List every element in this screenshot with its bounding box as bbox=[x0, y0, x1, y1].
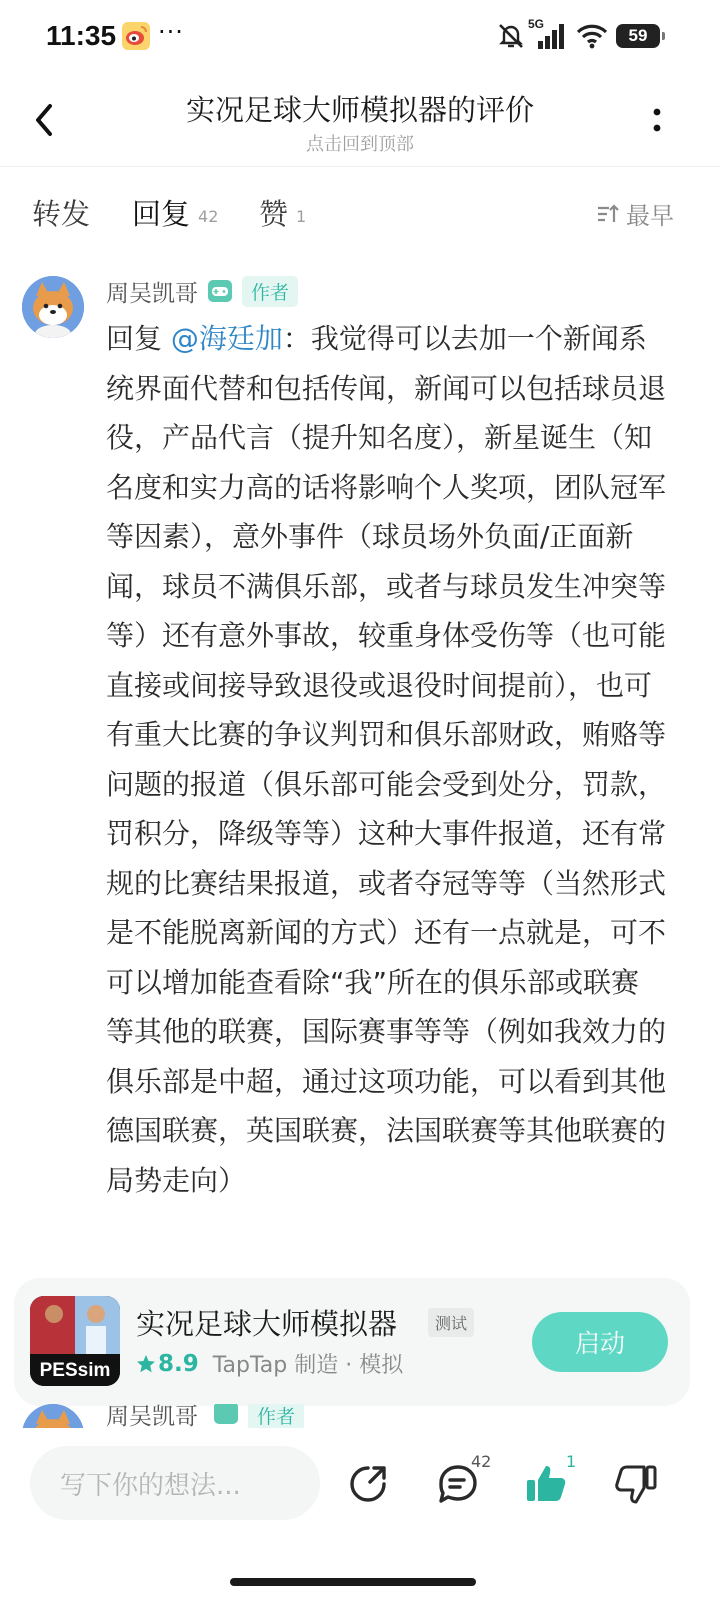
app-card[interactable] bbox=[14, 1278, 690, 1406]
pes-sim-logo-icon bbox=[30, 1296, 120, 1386]
like-count: 1 bbox=[566, 1452, 577, 1471]
shiba-avatar-icon bbox=[22, 1404, 84, 1428]
page-title: 实况足球大师模拟器的评价 bbox=[185, 93, 534, 127]
tab-likes-label: 赞 bbox=[259, 197, 289, 231]
author-line bbox=[106, 274, 298, 308]
next-comment-peek bbox=[0, 1404, 720, 1428]
back-arrow-icon[interactable] bbox=[30, 100, 60, 140]
back-to-top-link[interactable]: 点击回到顶部 bbox=[306, 134, 414, 155]
weibo-notification-icon bbox=[122, 22, 150, 50]
status-time: 11:35 bbox=[46, 20, 117, 51]
app-rating bbox=[136, 1351, 199, 1377]
author-tag: 作者 bbox=[242, 276, 298, 307]
battery-indicator: 59 bbox=[616, 24, 660, 48]
share-icon[interactable] bbox=[346, 1462, 390, 1506]
comment-count: 42 bbox=[471, 1452, 492, 1471]
like-icon[interactable] bbox=[524, 1462, 568, 1506]
tab-bar bbox=[0, 170, 720, 260]
shiba-avatar-icon bbox=[22, 276, 84, 338]
avatar[interactable] bbox=[22, 1404, 84, 1428]
tab-likes-count: 1 bbox=[296, 206, 307, 226]
tab-likes[interactable] bbox=[259, 192, 306, 233]
next-author-tag: 作者 bbox=[248, 1404, 304, 1428]
page-header bbox=[0, 74, 720, 167]
tab-replies-label: 回复 bbox=[132, 197, 191, 231]
sort-icon bbox=[596, 203, 620, 225]
home-indicator[interactable] bbox=[230, 1578, 476, 1586]
gamepad-badge-icon bbox=[208, 280, 232, 302]
comment-text: ：我觉得可以去加一个新闻系统界面代替和包括传闻，新闻可以包括球员退役，产品代言（提升知名度），新星诞生（知名度和实力高的话将影响个人奖项，团队冠军等因素），意外事件（球员场外负面/正面新闻，球员不满俱乐部，或者与球员发生冲突等等）还有意外事故，较重身体受伤等（也可能直接或间接导致退役或退役时间提前），也可有重大比赛的争议判罚和俱乐部财政，贿赂等问题的报道（俱乐部可能会受到处分，罚款，罚积分，降级等等）这种大事件报道，还有常规的比赛结果报道，或者夺冠等等（当然形式是不能脱离新闻的方式）还有一点就是，可不可以增加能查看除“我”所在的俱乐部或联赛等其他的联赛，国际赛事等等（例如我效力的俱乐部是中超，通过这项功能，可以看到其他德国联赛，英国联赛，法国联赛等其他联赛的局势走向） bbox=[106, 322, 667, 1197]
dislike-icon[interactable] bbox=[614, 1462, 658, 1506]
status-indicators bbox=[496, 17, 660, 52]
tab-replies-count: 42 bbox=[198, 206, 219, 226]
app-icon[interactable] bbox=[30, 1296, 120, 1386]
author-name[interactable]: 周吴凯哥 bbox=[106, 280, 198, 307]
tab-replies[interactable] bbox=[132, 192, 218, 233]
mute-icon bbox=[496, 21, 526, 51]
app-meta bbox=[136, 1348, 403, 1379]
app-maker: TapTap 制造 · 模拟 bbox=[212, 1353, 404, 1378]
cellular-signal-icon bbox=[528, 17, 568, 51]
more-options-icon[interactable] bbox=[650, 104, 664, 138]
network-type: 5G bbox=[528, 17, 545, 31]
app-rating-value: 8.9 bbox=[158, 1350, 199, 1377]
tab-repost[interactable] bbox=[32, 192, 90, 233]
gamepad-badge-icon bbox=[214, 1404, 238, 1424]
avatar[interactable] bbox=[22, 276, 84, 338]
reply-comment bbox=[0, 270, 720, 1280]
status-bar bbox=[0, 0, 720, 74]
next-author-name[interactable]: 周吴凯哥 bbox=[106, 1404, 198, 1428]
app-name: 实况足球大师模拟器 bbox=[136, 1307, 398, 1341]
app-icon-text: PESsim bbox=[39, 1360, 111, 1381]
sort-button[interactable] bbox=[596, 196, 674, 231]
comment-body bbox=[106, 314, 666, 1205]
tab-repost-label: 转发 bbox=[32, 197, 91, 231]
more-notifications-icon: ··· bbox=[158, 18, 184, 46]
mention-link[interactable]: @海廷加 bbox=[170, 322, 283, 355]
reply-prefix: 回复 bbox=[106, 322, 171, 355]
wifi-icon bbox=[576, 22, 608, 50]
app-test-tag: 测试 bbox=[428, 1308, 474, 1337]
reply-input[interactable]: 写下你的想法... bbox=[30, 1446, 320, 1520]
bottom-action-bar bbox=[0, 1428, 720, 1548]
star-icon bbox=[136, 1354, 156, 1374]
launch-button[interactable]: 启动 bbox=[532, 1312, 668, 1372]
sort-label: 最早 bbox=[626, 202, 674, 230]
